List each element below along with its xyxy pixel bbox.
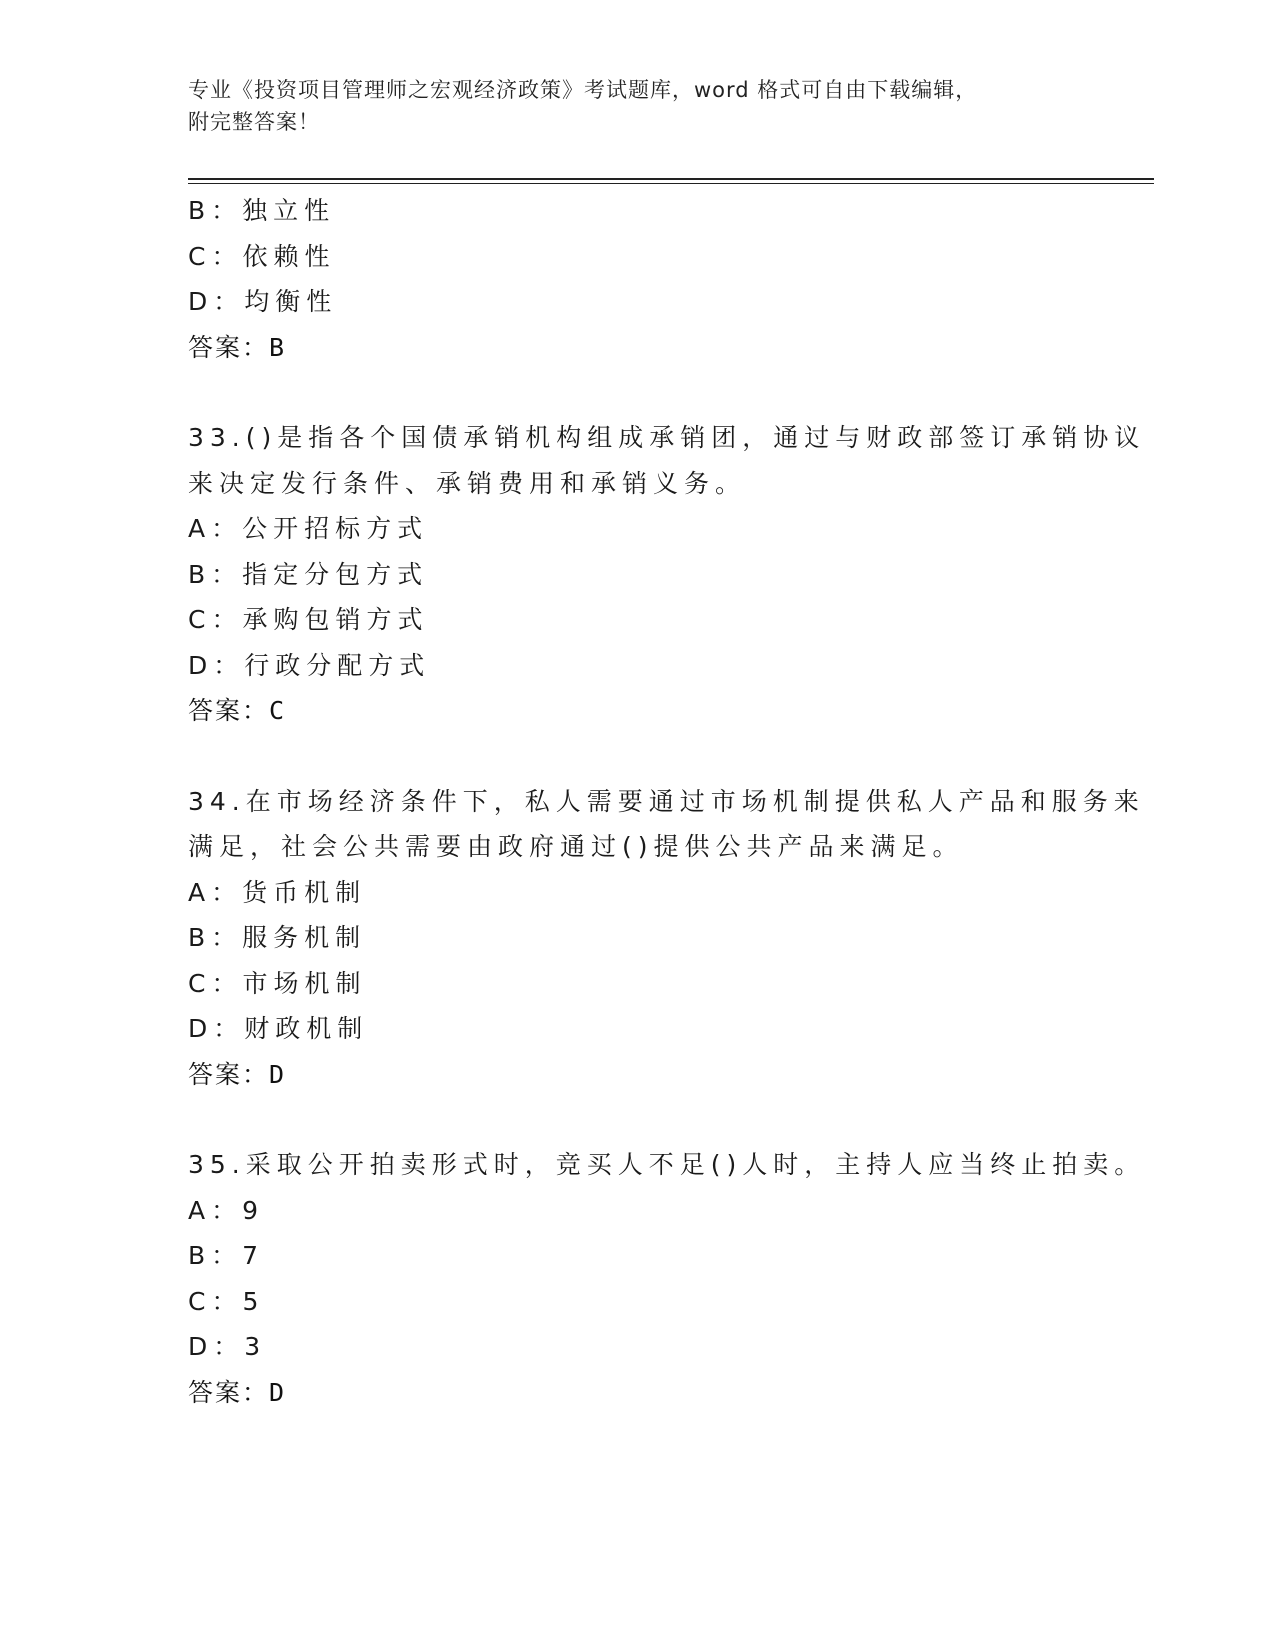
option-text: 承购包销方式 <box>242 605 429 634</box>
option-label: D： <box>188 1014 245 1043</box>
question-35 <box>188 1142 1146 1415</box>
option-c <box>188 1279 1088 1325</box>
header-line-1: 专业《投资项目管理师之宏观经济政策》考试题库，word 格式可自由下载编辑， <box>188 78 978 102</box>
option-label: B： <box>188 1241 243 1270</box>
option-d <box>188 1324 1088 1370</box>
option-label: B： <box>188 923 243 952</box>
option-label: D： <box>188 1332 245 1361</box>
header-divider-thick <box>188 178 1154 180</box>
answer-line <box>188 325 1088 371</box>
option-label: D： <box>188 650 245 680</box>
option-label: C： <box>188 968 243 998</box>
option-label: C： <box>188 241 243 271</box>
option-text: 公开招标方式 <box>242 514 429 543</box>
option-b <box>188 915 1088 961</box>
option-label: A： <box>188 877 243 907</box>
option-text: 行政分配方式 <box>244 650 431 680</box>
previous-question-tail <box>188 188 1088 370</box>
option-b <box>188 552 1088 598</box>
option-text: 服务机制 <box>242 923 367 952</box>
option-b <box>188 1233 1088 1279</box>
option-label: D： <box>188 287 245 316</box>
option-c <box>188 961 1088 1007</box>
option-a <box>188 1188 1088 1234</box>
question-34 <box>188 779 1145 1098</box>
answer-line <box>188 1052 1088 1098</box>
option-text: 依赖性 <box>242 241 336 271</box>
answer-value: D <box>269 1059 287 1089</box>
option-text: 均衡性 <box>244 287 338 316</box>
option-text: 市场机制 <box>242 968 367 998</box>
answer-label: 答案： <box>188 1059 270 1089</box>
option-label: B： <box>188 196 243 225</box>
option-text: 7 <box>242 1241 265 1270</box>
question-stem-line: 满足，社会公共需要由政府通过()提供公共产品来满足。 <box>188 832 964 861</box>
option-d <box>188 279 1088 325</box>
option-label: B： <box>188 559 243 589</box>
option-label: C： <box>188 1286 243 1316</box>
answer-value: C <box>269 696 287 725</box>
document-header <box>188 74 1088 138</box>
option-text: 财政机制 <box>244 1014 369 1043</box>
question-stem-line: 33.()是指各个国债承销机构组成承销团，通过与财政部签订承销协议 <box>188 423 1146 452</box>
option-text: 货币机制 <box>242 877 367 907</box>
answer-value: B <box>269 332 287 362</box>
answer-line <box>188 688 1088 734</box>
question-stem-line: 34.在市场经济条件下，私人需要通过市场机制提供私人产品和服务来 <box>188 786 1145 816</box>
option-text: 3 <box>244 1332 267 1361</box>
option-d <box>188 1006 1088 1052</box>
question-content <box>188 188 1146 1415</box>
option-label: A： <box>188 514 243 543</box>
header-line-2: 附完整答案！ <box>188 110 320 134</box>
option-text: 9 <box>242 1195 265 1225</box>
option-text: 独立性 <box>242 196 336 225</box>
answer-line <box>188 1370 1088 1416</box>
answer-label: 答案： <box>188 1377 270 1407</box>
option-d <box>188 643 1088 689</box>
option-a <box>188 506 1088 552</box>
option-label: C： <box>188 605 243 634</box>
question-stem-line: 来决定发行条件、承销费用和承销义务。 <box>188 468 747 498</box>
option-label: A： <box>188 1195 243 1225</box>
answer-label: 答案： <box>188 696 270 725</box>
option-a <box>188 870 1088 916</box>
option-c <box>188 234 1088 280</box>
option-text: 指定分包方式 <box>242 559 429 589</box>
header-divider-thin <box>188 183 1154 184</box>
question-33 <box>188 415 1146 734</box>
question-stem-line: 35.采取公开拍卖形式时，竞买人不足()人时，主持人应当终止拍卖。 <box>188 1150 1146 1179</box>
option-b <box>188 188 1088 234</box>
option-text: 5 <box>242 1286 265 1316</box>
option-c <box>188 597 1088 643</box>
answer-value: D <box>269 1377 287 1407</box>
answer-label: 答案： <box>188 332 270 362</box>
